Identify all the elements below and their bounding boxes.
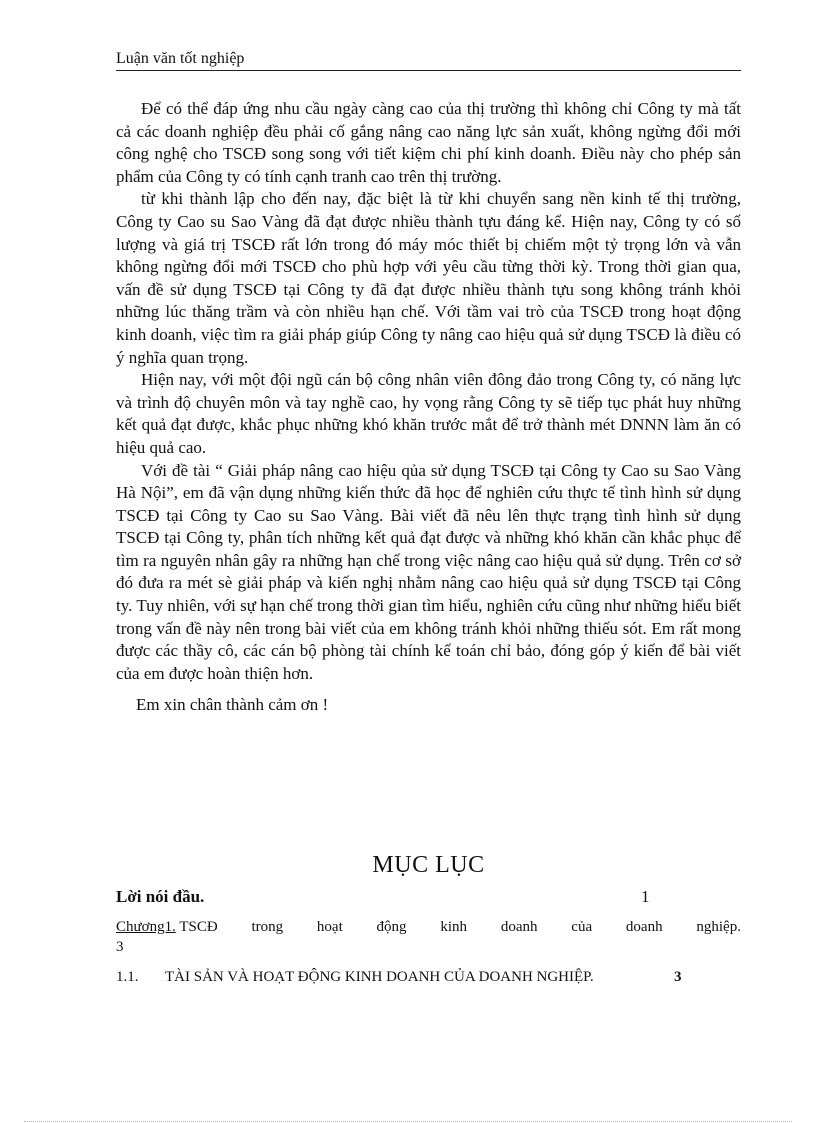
toc-chapter-word: động [376,919,407,935]
toc-chapter-number: Chương1. [116,919,176,935]
header-title: Luận văn tốt nghiệp [116,50,245,67]
toc-chapter-word: doanh [625,919,663,935]
toc-chapter-word: hoạt [316,919,343,935]
page-header [116,50,741,71]
closing-line: Em xin chân thành cảm ơn ! [136,695,329,715]
toc-chapter-word: TSCĐ [179,919,218,935]
toc-chapter-word: doanh [500,919,538,935]
toc-entry-preface [116,887,741,913]
paragraph-2: từ khi thành lập cho đến nay, đặc biệt là từ khi chuyển sang nền kinh tế thị trường, Công ty Cao su Sao Vàng đã đạt được nhiều thành tựu đáng kể. Hiện nay, Công ty có số lượng và giá trị TSCĐ rất lớn trong đó máy móc thiết bị chiếm một tỷ trọng lớn và vẫn không ngừng đổi mới TSCĐ cho phù hợp với yêu cầu từng thời kỳ. Trong thời gian qua, vấn đề sử dụng TSCĐ tại Công ty đã đạt được nhiều thành tựu song không tránh khỏi những lúc thăng trầm và còn nhiều hạn chế. Với tầm vai trò của TSCĐ trong hoạt động kinh doanh, việc tìm ra giải pháp giúp Công ty nâng cao hiệu quả sử dụng TSCĐ là điều có ý nghĩa quan trọng. [116,189,741,367]
toc-section-number: 1.1. [116,969,139,985]
toc-entry-page: 3 [674,969,682,985]
toc-chapter-word: trong [251,919,284,935]
table-of-contents [116,887,741,991]
toc-entry-label: TÀI SẢN VÀ HOẠT ĐỘNG KINH DOANH CỦA DOANH NGHIỆP. [165,969,594,985]
toc-chapter-word: của [571,919,593,935]
toc-chapter-word: kinh [440,919,468,935]
toc-entry-page: 1 [641,887,650,906]
toc-chapter-word: nghiệp. [696,919,741,935]
toc-title: MỤC LỤC [372,852,485,878]
toc-entry-chapter-1 [116,917,741,957]
paragraph-4: Với đề tài “ Giải pháp nâng cao hiệu qủa sử dụng TSCĐ tại Công ty Cao su Sao Vàng Hà Nội”, em đã vận dụng những kiến thức đã học để nghiên cứu thực tế tình hình sử dụng TSCĐ tại Công ty Cao su Sao Vàng. Bài viết đã nêu lên thực trạng tình hình sử dụng TSCĐ tại Công ty, phân tích những kết quả đạt được và những khó khăn cần khắc phục để tìm ra nguyên nhân gây ra những hạn chế trong việc nâng cao hiệu quả sử dụng. Trên cơ sở đó đưa ra mét sè giải pháp và kiến nghị nhằm nâng cao hiệu quả sử dụng TSCĐ tại Công ty. Tuy nhiên, với sự hạn chế trong thời gian tìm hiểu, nghiên cứu cũng như những hiểu biết trong vấn đề này nên trong bài viết của em không tránh khỏi những thiếu sót. Em rất mong được các thầy cô, các cán bộ phòng tài chính kế toán chỉ bảo, đóng góp ý kiến để bài viết của em được hoàn thiện hơn. [116,460,741,683]
toc-entry-page: 3 [116,939,124,955]
page-bottom-divider [24,1121,792,1122]
paragraph-1: Để có thể đáp ứng nhu cầu ngày càng cao của thị trường thì không chỉ Công ty mà tất cả các doanh nghiệp đều phải cố gắng nâng cao năng lực sản xuất, không ngừng đổi mới công nghệ cho TSCĐ song song với tiết kiệm chi phí kinh doanh. Điều này cho phép sản phẩm của Công ty có tính cạnh tranh cao trên thị trường. [116,99,741,186]
document-body [116,98,741,715]
toc-entry-label: Lời nói đầu. [116,887,205,906]
paragraph-3: Hiện nay, với một đội ngũ cán bộ công nhân viên đông đảo trong Công ty, có năng lực và trình độ chuyên môn và tay nghề cao, hy vọng rằng Công ty sẽ tiếp tục phát huy những kết quả đạt được, khắc phục những khó khăn trước mắt để trở thành mét DNNN làm ăn có hiệu quả cao. [116,370,741,457]
toc-entry-section-1-1 [116,969,741,991]
